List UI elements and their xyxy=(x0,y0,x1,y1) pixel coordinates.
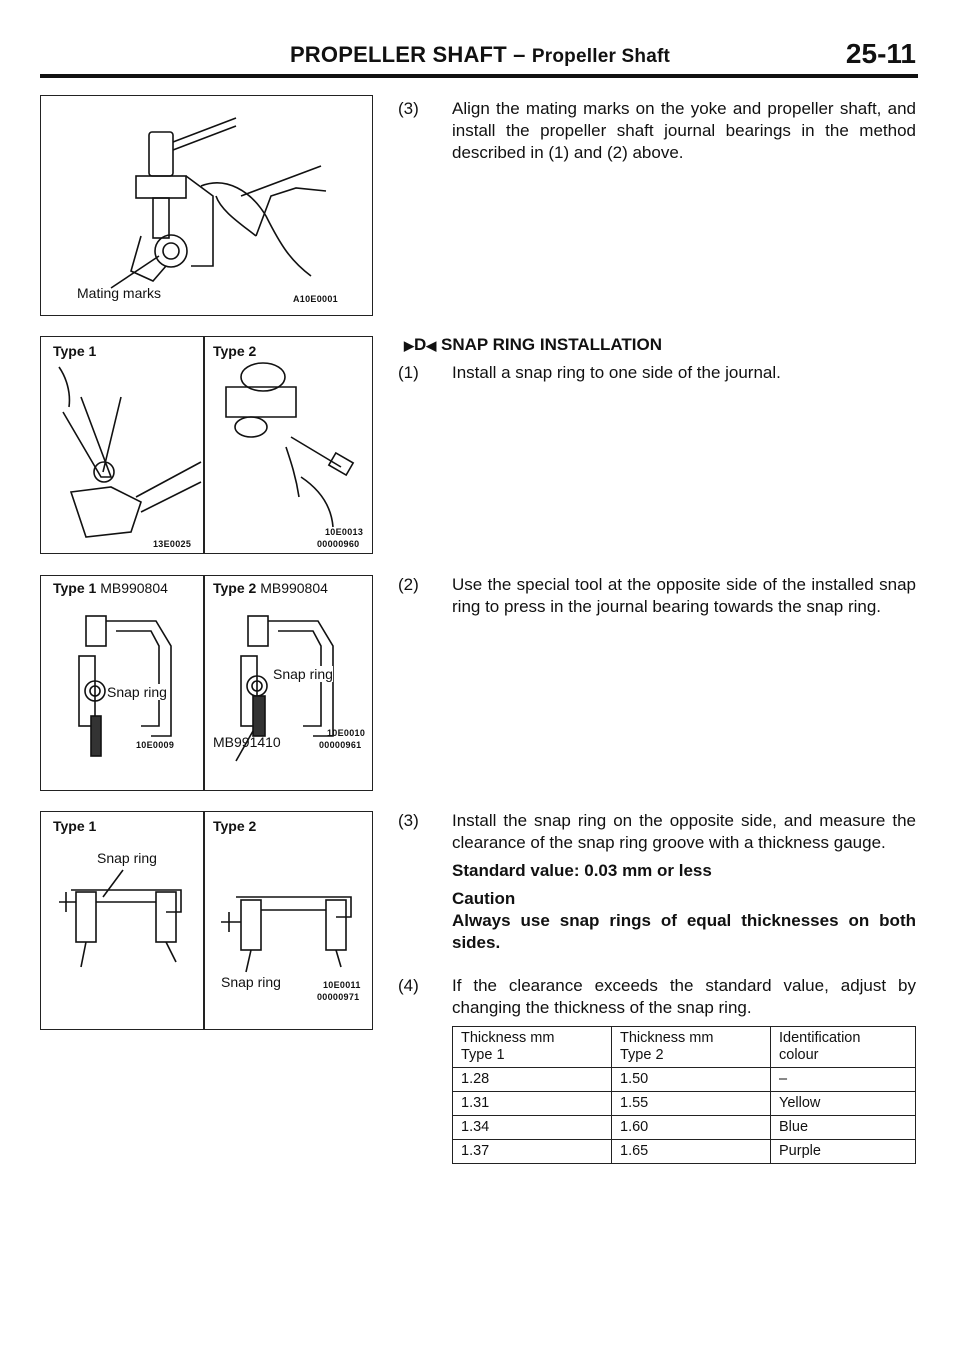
table-row xyxy=(453,1140,916,1164)
table-cell: 1.55 xyxy=(612,1092,771,1116)
special-tool-illustration xyxy=(41,576,372,790)
table-row xyxy=(453,1092,916,1116)
type2-code1: 10E0010 xyxy=(327,728,366,738)
figure-snap-ring-types xyxy=(40,336,373,554)
step-3-align: (3) Align the mating marks on the yoke and propeller shaft, and install the propeller shaft journal bearings in the method described in (1) and (2) above. xyxy=(398,99,916,162)
figure-code: A10E0001 xyxy=(293,294,338,304)
caution-text: Always use snap rings of equal thicknesses on both sides. xyxy=(452,911,916,952)
type2-code2: 00000961 xyxy=(319,740,362,750)
type1-label: Type 1 xyxy=(53,343,97,359)
page-title xyxy=(40,42,920,68)
type1-label: Type 1 MB990804 xyxy=(53,580,168,596)
title-sub: Propeller Shaft xyxy=(531,46,671,67)
step-3-measure: (3) Install the snap ring on the opposite side, and measure the clearance of the snap ring groove with a thickness gauge. Standard value: 0.03 mm or less Caution Always use snap rings of equal thicknesses on both sides. xyxy=(398,811,916,952)
header-rule xyxy=(40,74,918,78)
table-cell: 1.50 xyxy=(612,1068,771,1092)
snap-ring-label-left: Snap ring xyxy=(107,684,167,700)
type1-code: 10E0009 xyxy=(136,740,175,750)
standard-value: Standard value: 0.03 mm or less xyxy=(452,861,712,880)
table-cell: 1.34 xyxy=(453,1116,612,1140)
tool-label-mb991410: MB991410 xyxy=(213,734,281,750)
type2-code1: 10E0011 xyxy=(323,980,361,990)
step-4-adjust: (4) If the clearance exceeds the standard value, adjust by changing the thickness of the snap ring. xyxy=(398,976,916,1017)
figure-snap-ring-groove xyxy=(40,811,373,1030)
table-cell: 1.65 xyxy=(612,1140,771,1164)
section-heading: ▶D◀ SNAP RING INSTALLATION xyxy=(404,335,663,354)
table-cell: Blue xyxy=(771,1116,916,1140)
type2-label: Type 2 MB990804 xyxy=(213,580,328,596)
type2-code2: 00000960 xyxy=(317,539,360,549)
caution-title: Caution xyxy=(452,889,516,908)
page-header xyxy=(40,38,920,78)
table-cell: – xyxy=(771,1068,916,1092)
title-separator: – xyxy=(506,42,532,67)
header-cell: Thickness mm Type 2 xyxy=(612,1027,771,1068)
header-cell: Thickness mm Type 1 xyxy=(453,1027,612,1068)
snap-ring-pliers-illustration xyxy=(41,337,372,553)
table-row xyxy=(453,1068,916,1092)
figure-mating-marks xyxy=(40,95,373,316)
table-cell: Yellow xyxy=(771,1092,916,1116)
thickness-table xyxy=(452,1026,916,1164)
table-header-row xyxy=(453,1027,916,1068)
press-tool-illustration xyxy=(41,96,372,315)
type2-label: Type 2 xyxy=(213,818,257,834)
type2-code1: 10E0013 xyxy=(325,527,364,537)
title-main: PROPELLER SHAFT xyxy=(289,42,507,67)
type1-code: 13E0025 xyxy=(153,539,192,549)
page-number: 25-11 xyxy=(845,38,916,69)
snap-ring-label-left: Snap ring xyxy=(97,850,157,866)
figure-special-tool xyxy=(40,575,373,791)
table-cell: 1.37 xyxy=(453,1140,612,1164)
table-cell: 1.60 xyxy=(612,1116,771,1140)
type1-label: Type 1 xyxy=(53,818,97,834)
type2-code2: 00000971 xyxy=(317,992,360,1002)
table-cell: 1.28 xyxy=(453,1068,612,1092)
snap-ring-label-right: Snap ring xyxy=(221,974,281,990)
table-cell: Purple xyxy=(771,1140,916,1164)
mating-marks-label: Mating marks xyxy=(77,285,162,301)
table-row xyxy=(453,1116,916,1140)
step-1-install: (1) Install a snap ring to one side of the journal. xyxy=(398,363,781,382)
snap-ring-label-right: Snap ring xyxy=(273,666,333,682)
type2-label: Type 2 xyxy=(213,343,257,359)
header-cell: Identification colour xyxy=(771,1027,916,1068)
table-cell: 1.31 xyxy=(453,1092,612,1116)
step-2-special-tool: (2) Use the special tool at the opposite side of the installed snap ring to press in the journal bearing towards the snap ring. xyxy=(398,575,916,616)
